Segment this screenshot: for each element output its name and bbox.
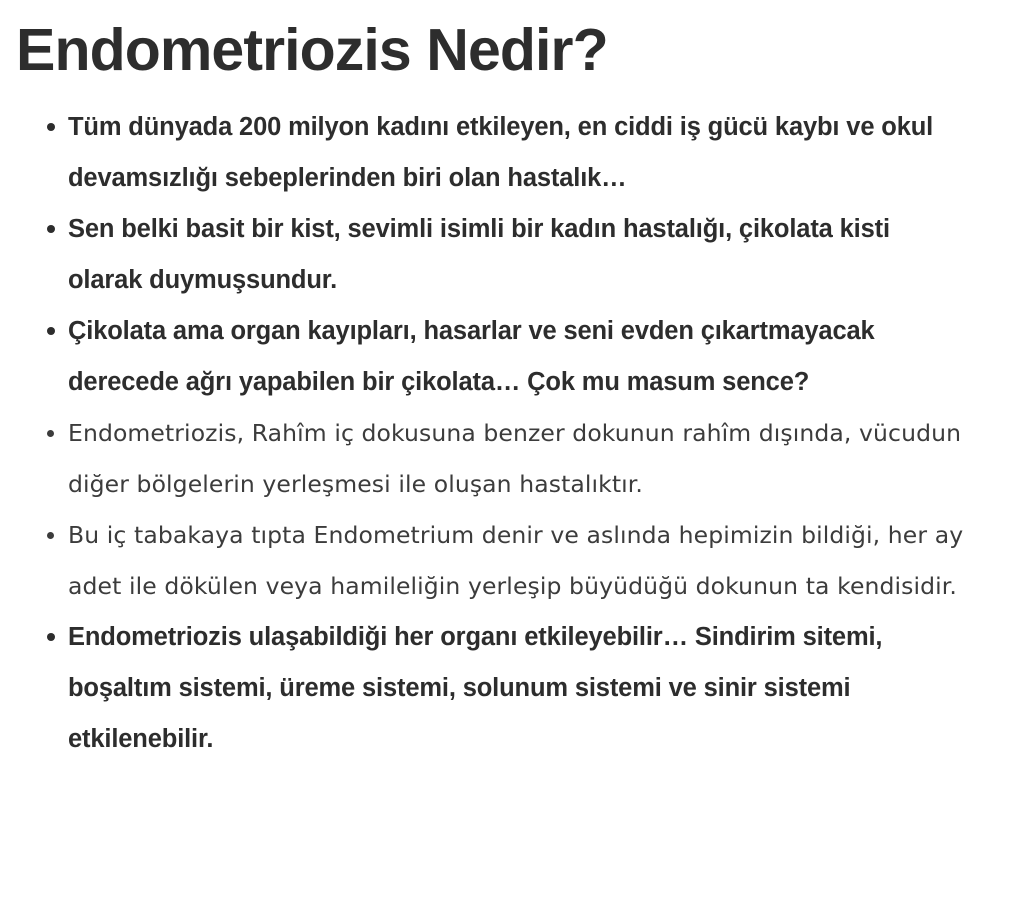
list-item-text: Tüm dünyada 200 milyon kadını etkileyen, en ciddi iş gücü kaybı ve okul devamsızlığı sebeplerinden biri olan hastalık… [68, 113, 934, 192]
bullet-point-icon [47, 327, 55, 335]
list-item [0, 204, 1024, 306]
list-item-text: Bu iç tabakaya tıpta Endometrium denir ve aslında hepimizin bildiği, her ay adet ile dökülen veya hamileliğin yerleşip büyüdüğü dokunun ta kendisidir. [68, 521, 964, 600]
list-item [0, 408, 1024, 510]
bullet-point-icon [47, 225, 55, 233]
page-title: Endometriozis Nedir? [16, 17, 608, 83]
bullet-point-icon [47, 430, 54, 437]
bullet-point-icon [47, 123, 55, 131]
list-item [0, 306, 1024, 408]
list-item-text: Çikolata ama organ kayıpları, hasarlar ve seni evden çıkartmayacak derecede ağrı yapabilen bir çikolata… Çok mu masum sence? [68, 317, 875, 396]
list-item [0, 612, 1024, 765]
bullet-point-icon [47, 532, 54, 539]
list-item-text: Endometriozis ulaşabildiği her organı etkileyebilir… Sindirim sitemi, boşaltım sistemi, üreme sistemi, solunum sistemi ve sinir sistemi etkilenebilir. [68, 623, 883, 753]
bullet-list [0, 102, 1024, 765]
list-item [0, 510, 1024, 612]
list-item [0, 102, 1024, 204]
bullet-point-icon [47, 633, 55, 641]
list-item-text: Sen belki basit bir kist, sevimli isimli bir kadın hastalığı, çikolata kisti olarak duymuşsundur. [68, 215, 890, 294]
list-item-text: Endometriozis, Rahîm iç dokusuna benzer dokunun rahîm dışında, vücudun diğer bölgelerin yerleşmesi ile oluşan hastalıktır. [68, 419, 962, 498]
